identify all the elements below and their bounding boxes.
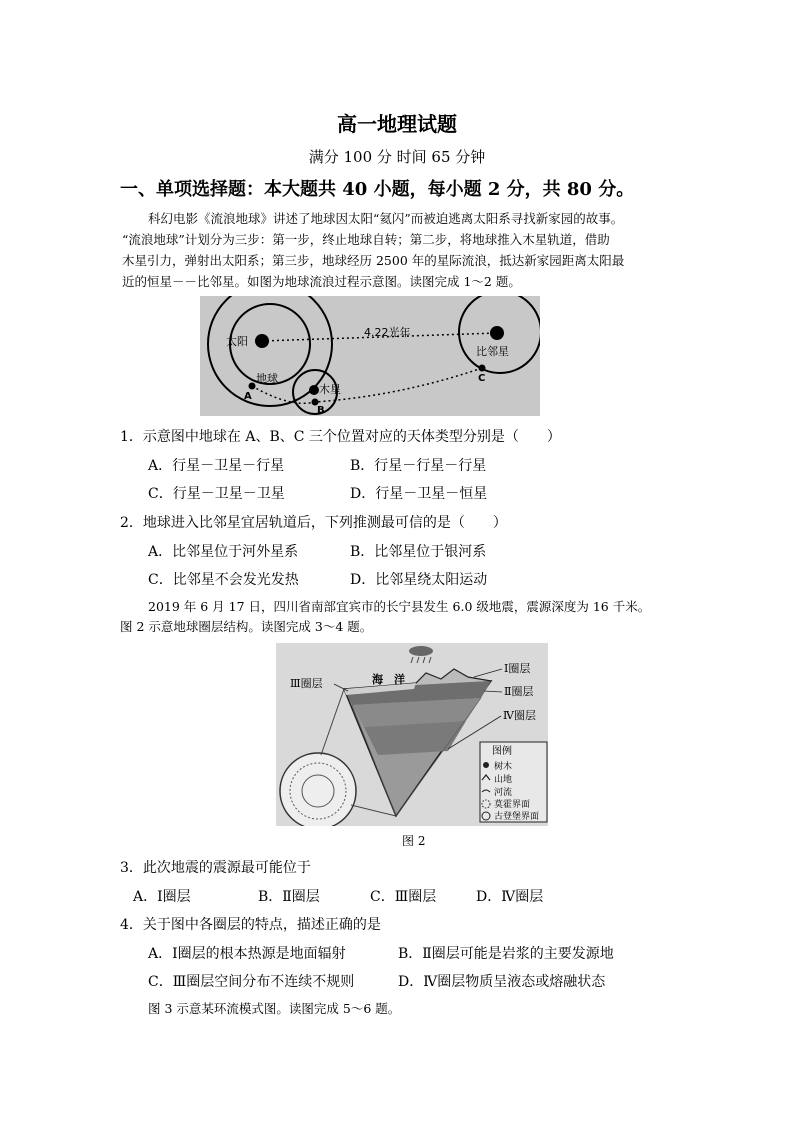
layer-4-label: Ⅳ圈层	[503, 709, 536, 722]
legend-title: 图例	[492, 746, 512, 757]
legend-item-mountain: 山地	[494, 775, 513, 785]
earth-wandering-figure	[200, 296, 540, 416]
q4-option-c[interactable]: C．Ⅲ圈层空间分布不连续不规则	[148, 974, 355, 990]
point-c-label: C	[478, 373, 486, 384]
figure-2-caption: 图 2	[402, 834, 426, 848]
q1-option-a[interactable]: A．行星－卫星－行星	[148, 458, 285, 474]
question-1: 1．示意图中地球在 A、B、C 三个位置对应的天体类型分别是（ ）	[120, 429, 561, 445]
point-a-label: A	[244, 391, 252, 402]
intro1-line-3: 木星引力，弹射出太阳系；第三步，地球经历 2500 年的星际流浪，抵达新家园距离太阳最	[122, 253, 625, 268]
legend-item-gutenberg: 古登堡界面	[494, 812, 540, 822]
q1-option-b[interactable]: B．行星－行星－行星	[350, 458, 487, 474]
exam-info: 满分 100 分 时间 65 分钟	[308, 148, 486, 166]
cloud-icon	[409, 646, 433, 656]
q3-option-b[interactable]: B．Ⅱ圈层	[258, 889, 320, 905]
q4-option-d[interactable]: D．Ⅳ圈层物质呈液态或熔融状态	[398, 974, 606, 990]
jupiter-label: 木星	[319, 383, 341, 396]
q1-option-d[interactable]: D．行星－卫星－恒星	[350, 486, 488, 502]
earth-label: 地球	[256, 372, 278, 385]
legend-box	[480, 742, 547, 822]
intro3-line: 图 3 示意某环流模式图。读图完成 5～6 题。	[148, 1001, 401, 1016]
q3-option-c[interactable]: C．Ⅲ圈层	[370, 889, 437, 905]
q1-option-c[interactable]: C．行星－卫星－卫星	[148, 486, 285, 502]
proxima-label: 比邻星	[476, 345, 509, 358]
point-a-marker	[249, 383, 256, 390]
earth-layers-figure	[276, 643, 548, 826]
intro2-line-1: 2019 年 6 月 17 日，四川省南部宜宾市的长宁县发生 6.0 级地震，震源深度为 16 千米。	[148, 599, 651, 614]
layer-1-label: Ⅰ圈层	[504, 662, 531, 675]
question-4: 4．关于图中各圈层的特点，描述正确的是	[120, 917, 381, 933]
q2-option-d[interactable]: D．比邻星绕太阳运动	[350, 572, 488, 588]
legend-item-moho: 莫霍界面	[494, 800, 531, 810]
intro2-line-2: 图 2 示意地球圈层结构。读图完成 3～4 题。	[120, 619, 373, 634]
q2-option-b[interactable]: B．比邻星位于银河系	[350, 544, 487, 560]
page-title: 高一地理试题	[337, 112, 457, 136]
intro1-line-1: 科幻电影《流浪地球》讲述了地球因太阳“氦闪”而被迫逃离太阳系寻找新家园的故事。	[148, 211, 624, 226]
layer-2-label: Ⅱ圈层	[504, 685, 534, 698]
ocean-label: 海 洋	[372, 673, 405, 686]
globe-icon	[280, 753, 356, 826]
q4-option-a[interactable]: A．Ⅰ圈层的根本热源是地面辐射	[148, 946, 346, 962]
legend-item-tree: 树木	[494, 762, 513, 772]
tree-icon	[483, 762, 489, 768]
question-2: 2．地球进入比邻星宜居轨道后，下列推测最可信的是（ ）	[120, 515, 507, 531]
section-heading: 一、单项选择题：本大题共 40 小题，每小题 2 分，共 80 分。	[120, 179, 635, 200]
q2-option-c[interactable]: C．比邻星不会发光发热	[148, 572, 299, 588]
q4-option-b[interactable]: B．Ⅱ圈层可能是岩浆的主要发源地	[398, 946, 614, 962]
question-3: 3．此次地震的震源最可能位于	[120, 860, 311, 876]
sun-label: 太阳	[226, 335, 248, 348]
point-c-marker	[479, 365, 486, 372]
legend-item-river: 河流	[494, 788, 513, 798]
point-b-label: B	[317, 405, 325, 416]
intro1-line-4: 近的恒星－－比邻星。如图为地球流浪过程示意图。读图完成 1～2 题。	[122, 274, 521, 289]
jupiter-icon	[309, 385, 319, 395]
q2-option-a[interactable]: A．比邻星位于河外星系	[148, 544, 299, 560]
layer-3-label: Ⅲ圈层	[290, 677, 323, 690]
distance-label: 4.22光年	[364, 326, 411, 339]
q3-option-d[interactable]: D．Ⅳ圈层	[476, 889, 544, 905]
q3-option-a[interactable]: A．Ⅰ圈层	[133, 889, 191, 905]
intro1-line-2: “流浪地球”计划分为三步：第一步，终止地球自转；第二步，将地球推入木星轨道，借助	[122, 232, 610, 247]
